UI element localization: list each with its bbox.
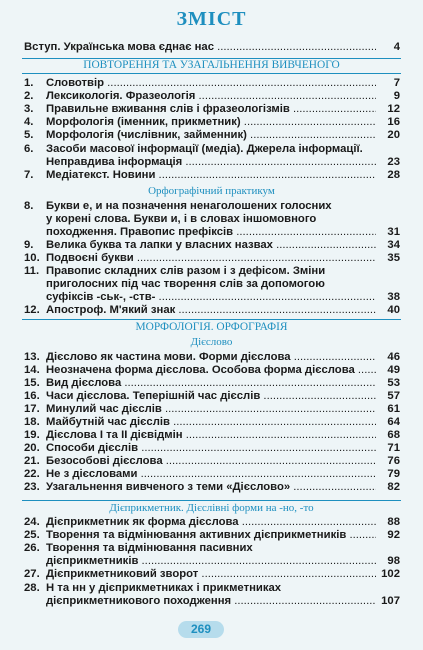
toc-entry [24,568,400,581]
toc-entry-text: суфіксів -ськ-, -ств- ..... [46,291,376,304]
toc-entry-number: 27. [24,568,40,581]
toc-page-number: 79 [387,468,400,480]
subsection-heading: Дієприкметник. Дієслівні форми на -но, -то [109,502,314,514]
toc-entry-text: Майбутній час дієслів ..... [46,416,376,429]
toc-page-number: 38 [387,291,400,303]
toc-entry-text: Лексикологія. Фразеологія ..... [46,90,376,103]
toc-entry-number: 10. [24,252,40,264]
toc-page-number: 76 [387,455,400,467]
toc-page-number: 12 [387,103,400,116]
toc-entry-line: Засоби масової інформації (медіа). Джерела інформації. [46,142,363,155]
toc-entry [24,265,400,304]
toc-entry-text: Морфологія (числівник, займенник) ..... [46,129,376,142]
toc-page-number: 64 [387,416,400,428]
toc-entry-text: походження. Правопис префіксів ..... [46,226,376,239]
toc-page-number: 107 [381,594,400,607]
toc-entry-number: 3. [24,103,34,116]
toc-entry-number: 14. [24,364,40,376]
toc-entry-number: 4. [24,116,34,129]
toc-entry-number: 1. [24,77,34,89]
toc-entry [24,403,400,416]
subsection-heading: Дієслово [190,336,233,348]
toc-entry-text: Неозначена форма дієслова. Особова форма дієслова ..... [46,364,376,377]
toc-entry-number: 28. [24,581,40,594]
toc-entry-number: 26. [24,542,40,555]
toc-entry [24,364,400,377]
toc-entry-line: Правопис складних слів разом і з дефісом. Зміни [46,265,326,277]
toc-entry [24,304,400,317]
toc-page-number: 98 [387,555,400,568]
toc-page-number: 88 [387,516,400,528]
toc-entry-text: Узагальнення вивченого з теми «Дієслово» ..... [46,481,376,494]
toc-entry-number: 6. [24,142,34,155]
toc-page-number: 20 [387,129,400,142]
toc-entry-number: 15. [24,377,40,389]
toc-entry [24,252,400,265]
toc-entry-number: 5. [24,129,34,142]
toc-entry-number: 8. [24,200,34,212]
toc-entry-number: 9. [24,239,34,251]
toc-page-number: 61 [387,403,400,415]
toc-page-number: 71 [387,442,400,454]
toc-entry-number: 7. [24,168,34,181]
toc-entry-number: 17. [24,403,40,415]
toc-entry [24,377,400,390]
toc-entry-number: 19. [24,429,40,441]
page-number-badge: 269 [178,621,224,638]
toc-entry [24,390,400,403]
toc-entry-number: 12. [24,304,40,316]
toc-entry-text: Вступ. Українська мова єднає нас ..... [24,41,376,54]
toc-entry-number: 13. [24,351,40,363]
toc-entry [24,129,400,142]
toc-entry-text: Вид дієслова ..... [46,377,376,390]
toc-entry [24,516,400,529]
toc-entry-number: 22. [24,468,40,480]
toc-page-number: 46 [387,351,400,363]
subsection-heading: Орфографічний практикум [148,185,275,197]
toc-entry-text: Не з дієсловами ..... [46,468,376,481]
toc-entry-text: Дієприкметник як форма дієслова ..... [46,516,376,529]
toc-entry-number: 23. [24,481,40,493]
toc-entry-text: Дієприкметниковий зворот ..... [46,568,376,581]
toc-entry-number: 24. [24,516,40,528]
toc-entry-number: 2. [24,90,34,103]
toc-entry-text: Дієслова I та II дієвідмін ..... [46,429,376,442]
section-heading: ПОВТОРЕННЯ ТА УЗАГАЛЬНЕННЯ ВИВЧЕНОГО [83,59,340,71]
toc-page-number: 16 [387,116,400,129]
toc-page-number: 31 [387,226,400,238]
toc-entry-text: Подвоєні букви ..... [46,252,376,265]
toc-entry-number: 11. [24,265,40,277]
toc-entry [24,582,400,608]
toc-entry [24,429,400,442]
page-title: ЗМІСТ [176,8,247,30]
toc-entry [24,455,400,468]
toc-entry [24,200,400,239]
toc-entry-text: дієприкметникового походження ..... [46,595,376,608]
toc-entry [24,103,400,116]
toc-entry [24,116,400,129]
toc-entry-number: 25. [24,529,40,542]
toc-entry [24,351,400,364]
toc-entry [24,542,400,568]
toc-page-number: 9 [393,90,400,103]
toc-entry [24,468,400,481]
toc-page-number: 57 [387,390,400,402]
toc-entry-number: 18. [24,416,40,428]
toc-entry [24,143,400,169]
toc-page-number: 35 [387,252,400,264]
toc-entry-text: Апостроф. М'який знак ..... [46,304,376,317]
toc-entry [24,481,400,494]
toc-entry-line: Н та нн у дієприкметниках і прикметниках [46,581,282,594]
toc-entry-text: Безособові дієслова ..... [46,455,376,468]
toc-entry-text: Неправдива інформація ..... [46,156,376,169]
section-rule [22,73,401,74]
toc-page-number: 4 [393,41,400,53]
toc-entry [24,416,400,429]
toc-entry [24,77,400,90]
toc-entry [24,529,400,542]
toc-entry-text: Правильне вживання слів і фразеологізмів ..... [46,103,376,116]
section-rule [22,319,401,320]
toc-entry-text: Велика буква та лапки у власних назвах ..... [46,239,376,252]
toc-page-number: 49 [387,364,400,376]
toc-entry-number: 16. [24,390,40,402]
toc-page-number: 68 [387,429,400,441]
toc-entry [24,442,400,455]
toc-entry-text: Словотвір ..... [46,77,376,90]
toc-entry-text: Минулий час дієслів ..... [46,403,376,416]
toc-page-number: 23 [387,155,400,168]
toc-entry-text: Дієслово як частина мови. Форми дієслова ..... [46,351,376,364]
toc-entry-line: Творення та відмінювання пасивних [46,542,253,555]
toc-entry-text: Способи дієслів ..... [46,442,376,455]
toc-page-number: 28 [387,168,400,181]
section-rule [22,500,401,501]
toc-entry-text: Медіатекст. Новини ..... [46,169,376,182]
toc-page-number: 7 [393,77,400,89]
toc-page-number: 53 [387,377,400,389]
toc-entry-line: у корені слова. Букви и, і в словах іншомовного [46,213,317,225]
toc-entry-text: Морфологія (іменник, прикметник) ..... [46,116,376,129]
toc-page-number: 92 [387,529,400,542]
toc-entry-text: Творення та відмінювання активних дієприкметників ..... [46,529,376,542]
toc-entry-line: приголосних під час творення слів за допомогою [46,278,325,290]
toc-page-number: 102 [381,568,400,581]
toc-entry-line: Букви е, и на позначення ненаголошених голосних [46,200,332,212]
toc-entry-number: 21. [24,455,40,467]
toc-entry-text: Часи дієслова. Теперішній час дієслів ..... [46,390,376,403]
toc-entry-number: 20. [24,442,40,454]
toc-page-number: 82 [387,481,400,493]
toc-entry [24,239,400,252]
toc-entry [24,90,400,103]
section-heading: МОРФОЛОГІЯ. ОРФОГРАФІЯ [135,321,288,333]
toc-page-number: 34 [387,239,400,251]
toc-page-number: 40 [387,304,400,316]
toc-entry [24,169,400,182]
toc-entry-text: дієприкметників ..... [46,555,376,568]
